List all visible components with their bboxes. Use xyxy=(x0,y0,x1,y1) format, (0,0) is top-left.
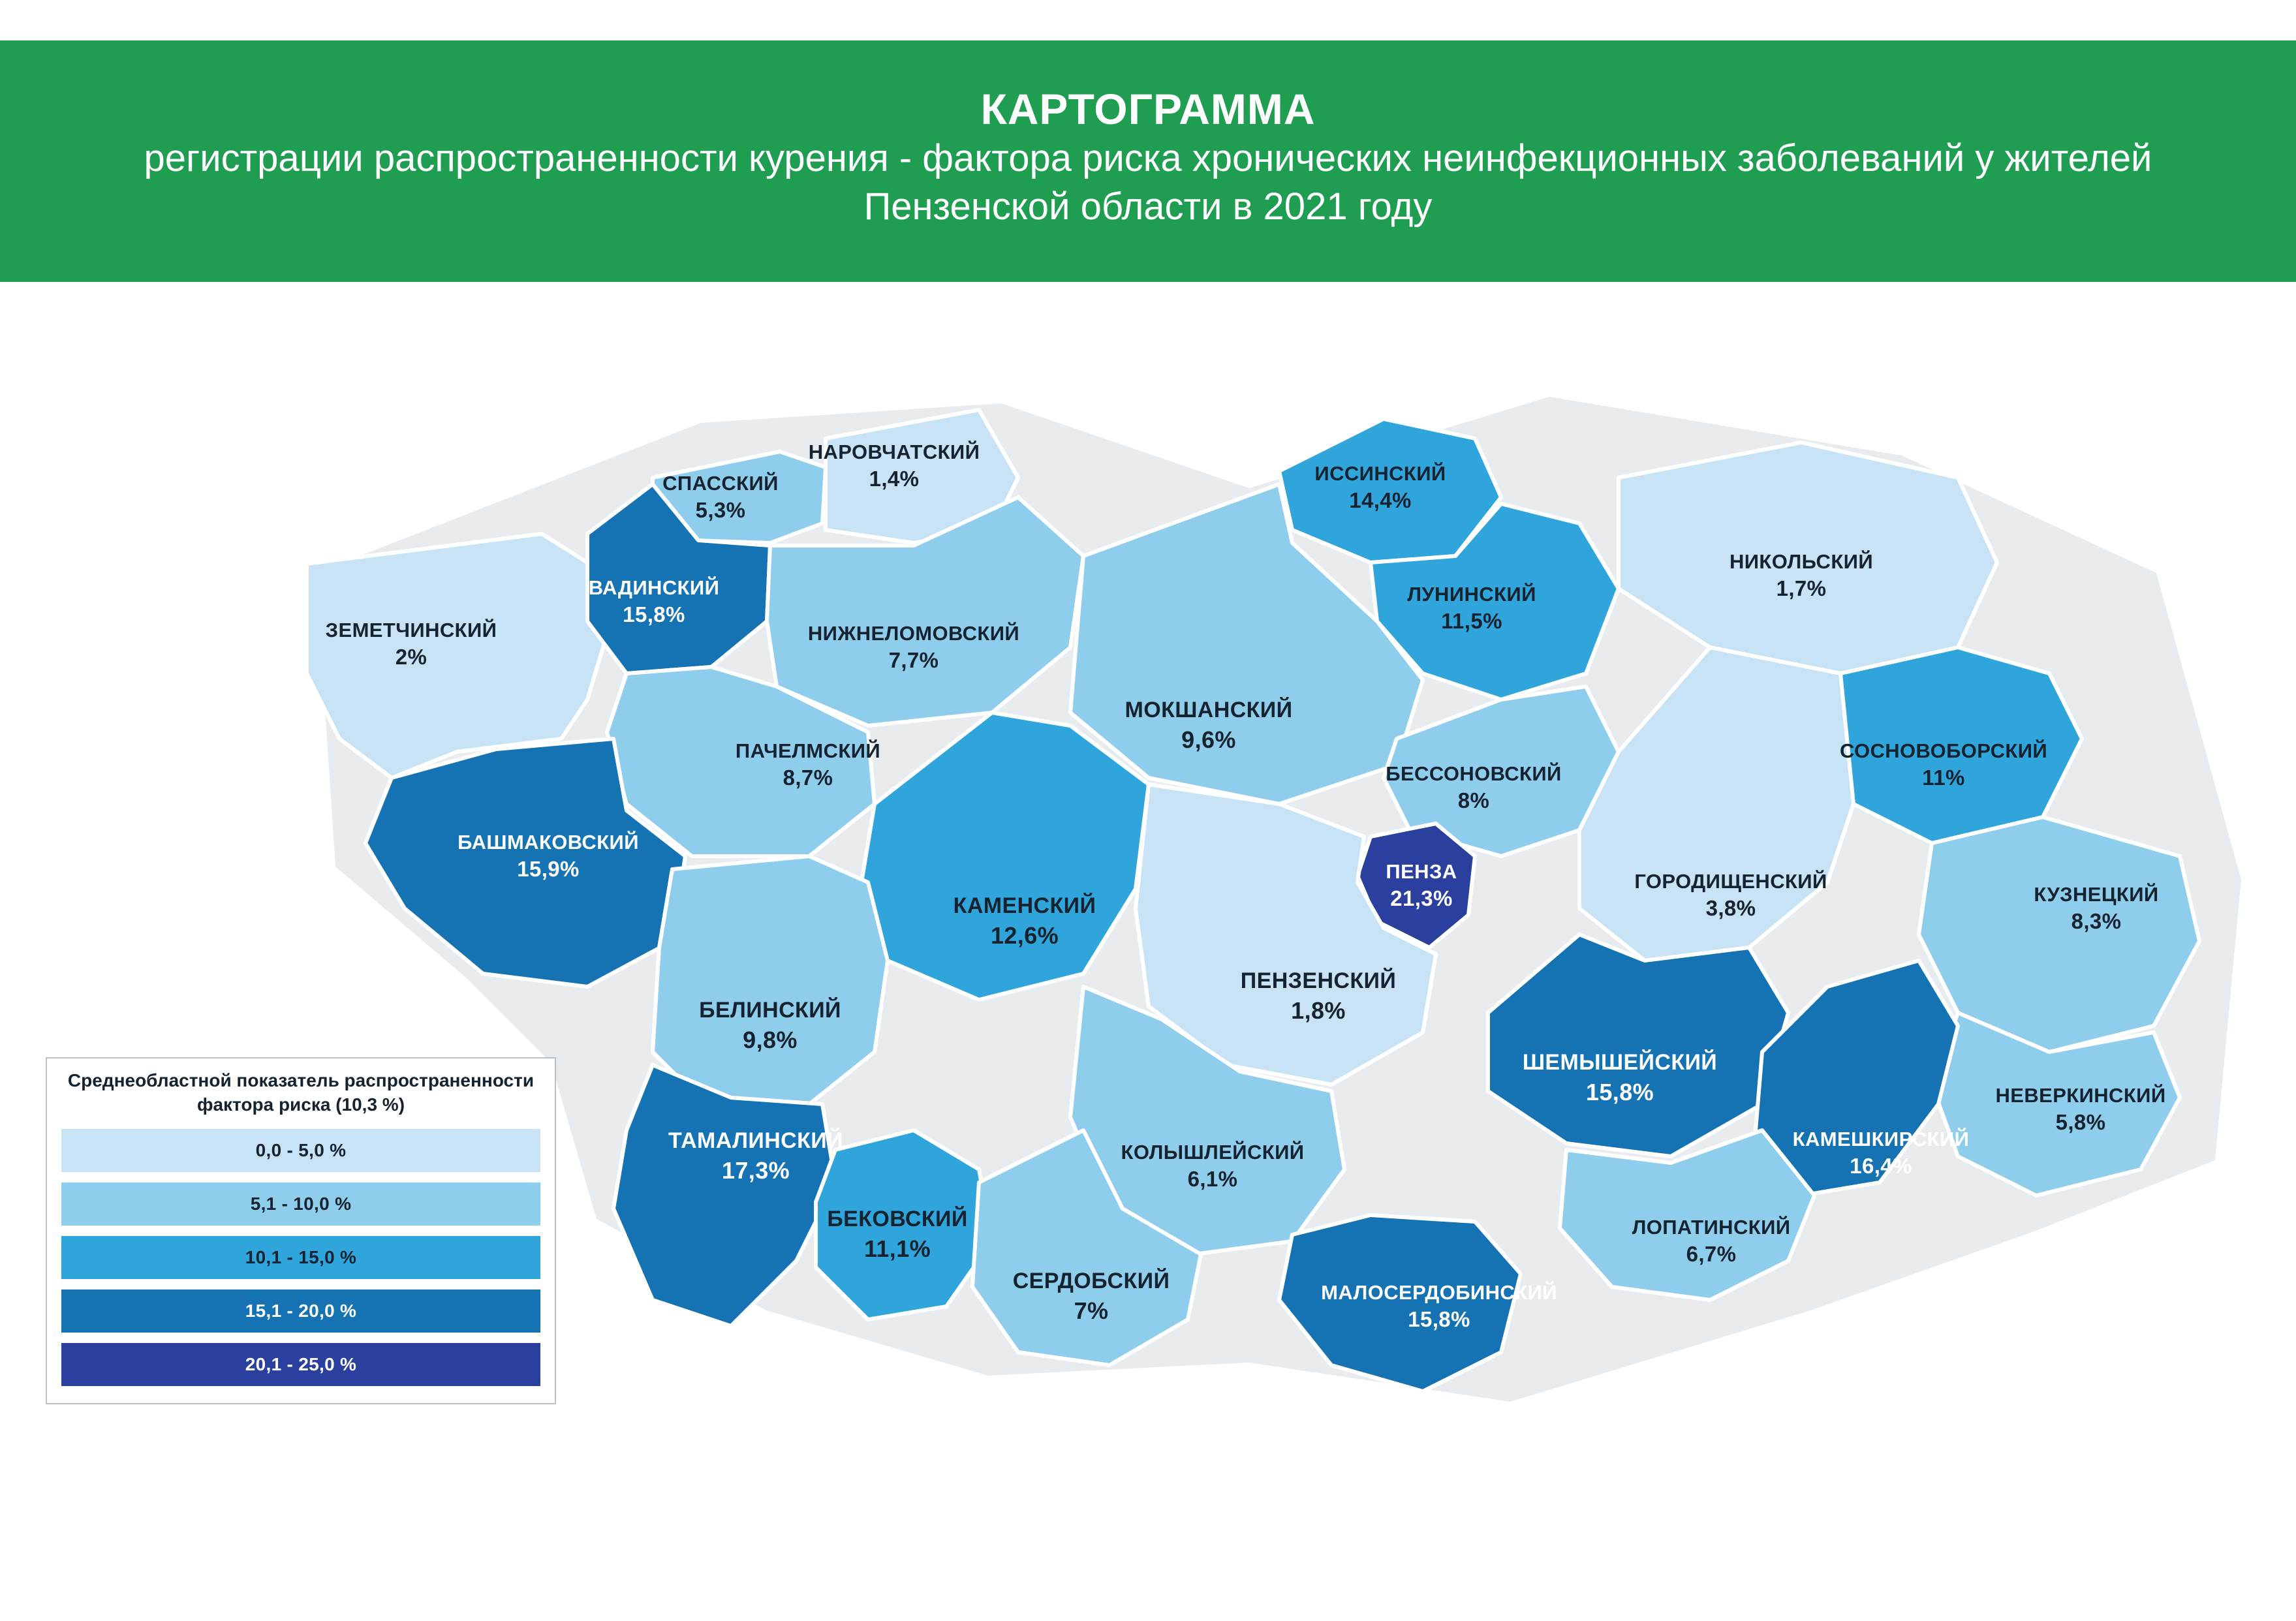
district-value: 6,1% xyxy=(1187,1166,1238,1191)
district-value: 6,7% xyxy=(1686,1241,1737,1266)
district-name: ЗЕМЕТЧИНСКИЙ xyxy=(325,619,497,642)
district-value: 7% xyxy=(1074,1297,1109,1324)
legend-row-label: 20,1 - 25,0 % xyxy=(245,1353,357,1374)
district-name: БЕКОВСКИЙ xyxy=(827,1207,968,1232)
district-value: 15,8% xyxy=(1585,1078,1654,1105)
map-legend xyxy=(46,1057,556,1404)
district-name: СОСНОВОБОРСКИЙ xyxy=(1839,739,2048,763)
district-name: ГОРОДИЩЕНСКИЙ xyxy=(1634,870,1827,893)
district-value: 8,3% xyxy=(2071,908,2122,933)
district-value: 8,7% xyxy=(783,765,833,790)
district-value: 1,7% xyxy=(1776,576,1827,600)
legend-row-0-5 xyxy=(61,1129,540,1172)
district-name: ПЕНЗЕНСКИЙ xyxy=(1240,968,1397,994)
legend-row-label: 5,1 - 10,0 % xyxy=(250,1193,352,1214)
page-header xyxy=(0,40,2296,282)
district-value: 15,9% xyxy=(517,856,580,881)
district-name: НЕВЕРКИНСКИЙ xyxy=(1995,1084,2166,1107)
district-name: ШЕМЫШЕЙСКИЙ xyxy=(1522,1050,1718,1075)
district-name: МАЛОСЕРДОБИНСКИЙ xyxy=(1321,1281,1557,1305)
legend-row-label: 10,1 - 15,0 % xyxy=(245,1246,357,1267)
district-value: 15,8% xyxy=(1408,1306,1470,1331)
district-value: 11,5% xyxy=(1441,608,1502,633)
district-name: КАМЕШКИРСКИЙ xyxy=(1792,1128,1970,1151)
district-name: ЛОПАТИНСКИЙ xyxy=(1632,1216,1791,1239)
district-value: 12,6% xyxy=(990,921,1059,949)
district-name: НИКОЛЬСКИЙ xyxy=(1729,550,1874,574)
legend-row-label: 0,0 - 5,0 % xyxy=(255,1139,347,1160)
district-value: 3,8% xyxy=(1705,895,1756,920)
district-value: 17,3% xyxy=(721,1156,790,1184)
district-name: КАМЕНСКИЙ xyxy=(953,893,1096,919)
district-value: 9,6% xyxy=(1181,726,1236,753)
district-value: 2% xyxy=(395,644,427,669)
legend-row-20-25 xyxy=(61,1343,540,1386)
district-name: ВАДИНСКИЙ xyxy=(588,576,720,600)
legend-row-10-15 xyxy=(61,1236,540,1279)
district-value: 7,7% xyxy=(888,647,939,672)
district-value: 5,3% xyxy=(695,497,746,522)
district-name: СПАССКИЙ xyxy=(662,472,779,495)
district-name: СЕРДОБСКИЙ xyxy=(1012,1269,1170,1294)
district-name: БЕЛИНСКИЙ xyxy=(699,998,841,1023)
district-name: БАШМАКОВСКИЙ xyxy=(458,831,639,854)
choropleth-map xyxy=(0,282,2296,1621)
district-name: ТАМАЛИНСКИЙ xyxy=(668,1128,843,1154)
district-shape-belinsky[interactable] xyxy=(653,856,888,1104)
district-name: НИЖНЕЛОМОВСКИЙ xyxy=(807,622,1020,645)
legend-row-15-20 xyxy=(61,1289,540,1333)
page-title: КАРТОГРАММА xyxy=(980,84,1316,133)
district-value: 1,8% xyxy=(1291,996,1346,1024)
map-stage xyxy=(0,282,2296,1621)
district-value: 1,4% xyxy=(869,466,920,491)
district-name: ИССИНСКИЙ xyxy=(1314,462,1446,486)
district-name: КОЛЫШЛЕЙСКИЙ xyxy=(1121,1141,1305,1164)
district-value: 11% xyxy=(1922,765,1965,790)
district-value: 8% xyxy=(1457,788,1490,812)
district-value: 11,1% xyxy=(863,1235,931,1262)
district-name: НАРОВЧАТСКИЙ xyxy=(808,440,980,464)
district-value: 21,3% xyxy=(1390,886,1453,910)
legend-row-label: 15,1 - 20,0 % xyxy=(245,1300,357,1321)
district-value: 15,8% xyxy=(623,602,685,626)
district-value: 16,4% xyxy=(1850,1153,1912,1178)
legend-row-5-10 xyxy=(61,1182,540,1226)
district-name: ПАЧЕЛМСКИЙ xyxy=(735,739,881,763)
district-name: ЛУНИНСКИЙ xyxy=(1407,583,1536,606)
district-value: 14,4% xyxy=(1349,487,1412,512)
district-name: БЕССОНОВСКИЙ xyxy=(1386,762,1562,786)
district-value: 9,8% xyxy=(743,1026,798,1053)
page-subtitle: регистрации распространенности курения - фактора риска хронических неинфекционных заболеваний у жителей Пензенской области в 2021 году xyxy=(144,136,2152,228)
district-name: КУЗНЕЦКИЙ xyxy=(2034,883,2159,906)
district-name: ПЕНЗА xyxy=(1386,860,1457,884)
district-value: 5,8% xyxy=(2055,1109,2106,1134)
legend-title: Среднеобластной показатель распространенности фактора риска (10,3 %) xyxy=(67,1070,535,1115)
district-name: МОКШАНСКИЙ xyxy=(1125,698,1293,723)
